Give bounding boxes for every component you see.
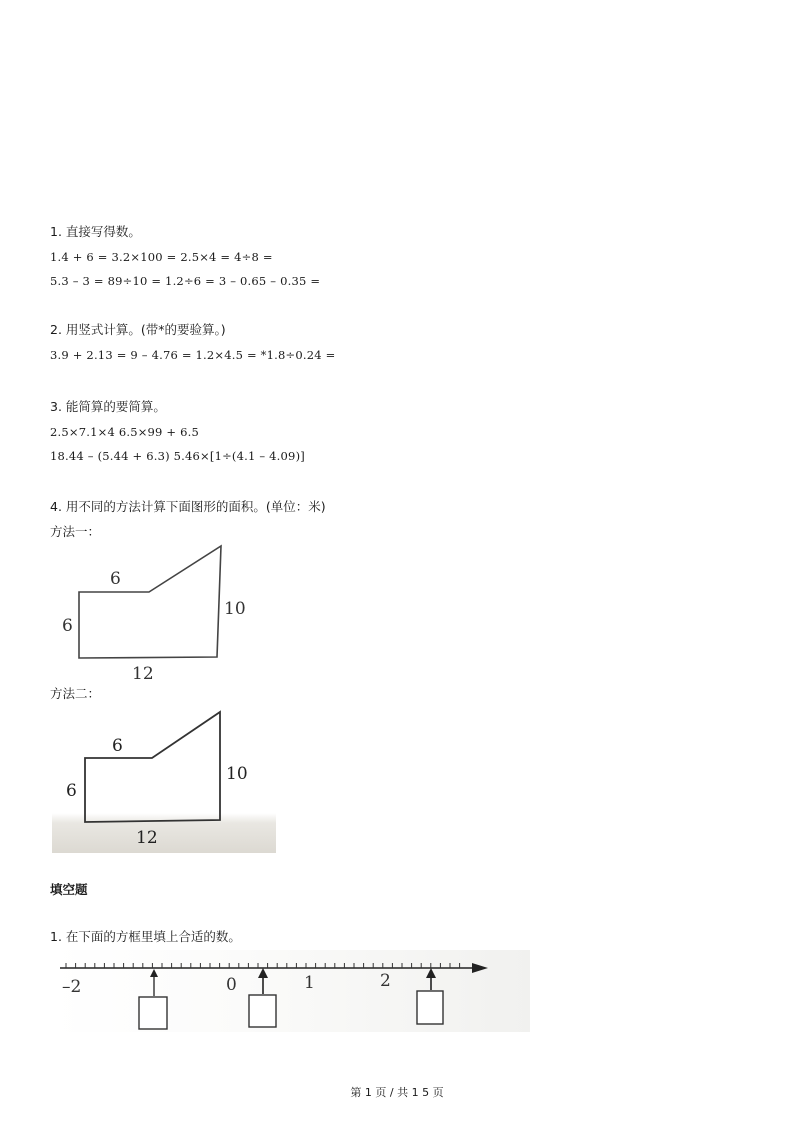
q3-title: 3. 能简算的要简算。 [50,399,166,414]
polygon-shape [79,546,221,658]
label-right: 10 [224,599,246,619]
answer-box[interactable] [249,995,276,1027]
label-left: 6 [66,781,77,801]
label-bottom: 12 [136,828,158,848]
label-top: 6 [112,736,123,756]
marker-arrow [258,968,268,994]
label-bottom: 12 [132,664,154,684]
number-line-figure [52,950,530,1032]
axis-label: 2 [380,971,391,991]
q3-line-2: 18.44 – (5.44 + 6.3) 5.46×[1÷(4.1 – 4.09)] [50,449,305,463]
polygon-figure-2 [52,705,276,853]
q1-line-1: 1.4 + 6 = 3.2×100 = 2.5×4 = 4÷8 = [50,250,273,264]
polygon-shape [85,712,220,822]
label-left: 6 [62,616,73,636]
axis-label: 0 [226,975,237,995]
q4-method-2-label: 方法二： [50,686,101,701]
page-footer: 第 1 页 / 共 1 5 页 [350,1086,444,1099]
answer-box[interactable] [417,991,443,1024]
q4-title: 4. 用不同的方法计算下面图形的面积。(单位：米) [50,499,326,514]
q2-title: 2. 用竖式计算。(带*的要验算。) [50,322,226,337]
q2-line-1: 3.9 + 2.13 = 9 – 4.76 = 1.2×4.5 = *1.8÷0.24 = [50,348,336,362]
axis-label: 1 [304,973,315,993]
label-right: 10 [226,764,248,784]
axis-arrowhead [472,963,488,973]
marker-arrow [150,969,158,996]
label-top: 6 [110,569,121,589]
polygon-figure-1 [52,538,272,684]
q1-line-2: 5.3 – 3 = 89÷10 = 1.2÷6 = 3 – 0.65 – 0.35 = [50,274,321,288]
q1-title: 1. 直接写得数。 [50,224,141,239]
marker-arrow [426,968,436,990]
q3-line-1: 2.5×7.1×4 6.5×99 + 6.5 [50,425,200,439]
fill1-title: 1. 在下面的方框里填上合适的数。 [50,929,241,944]
section-title: 填空题 [50,882,88,897]
q4-method-1-label: 方法一： [50,524,101,539]
answer-box[interactable] [139,997,167,1029]
axis-label: –2 [62,977,82,997]
